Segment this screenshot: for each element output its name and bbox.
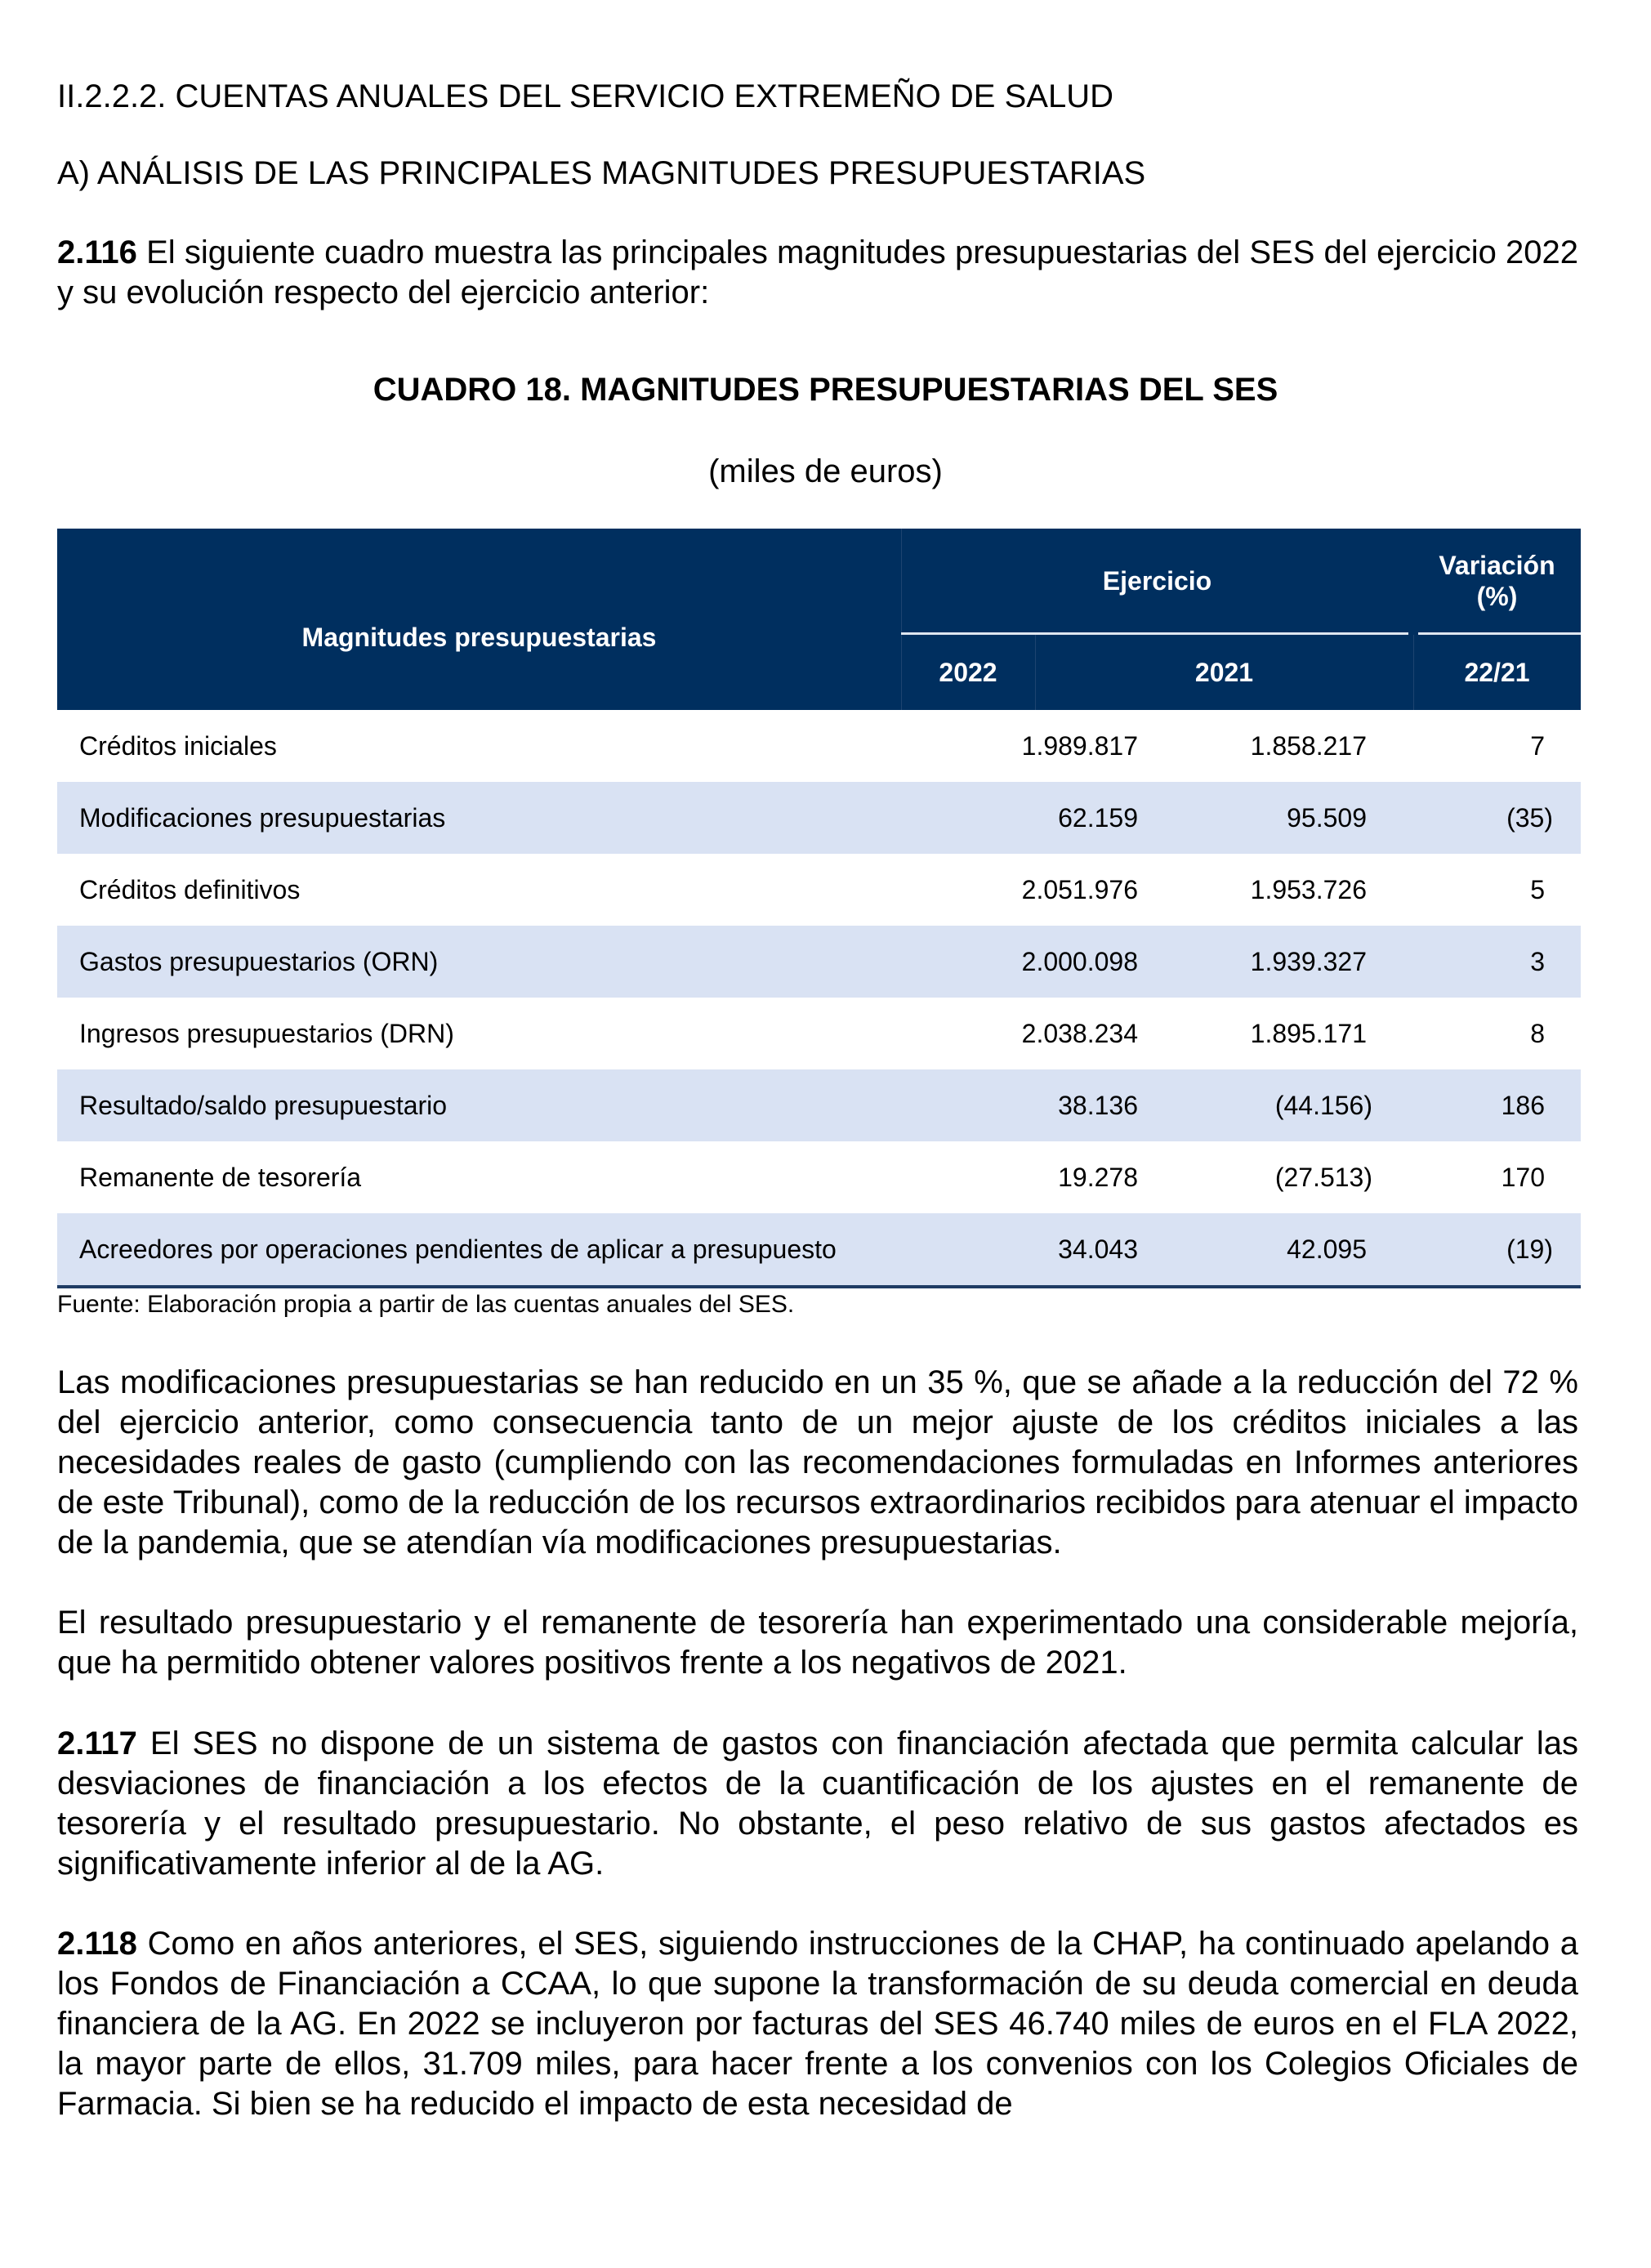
body-paragraph	[57, 1363, 1578, 1563]
row-label: Gastos presupuestarios (ORN)	[79, 946, 439, 976]
header-ratio: 22/21	[1464, 658, 1530, 687]
row-label: Resultado/saldo presupuestario	[79, 1090, 448, 1120]
table-row	[57, 710, 1581, 782]
table-row	[57, 926, 1581, 998]
value-variation: 8	[1530, 1018, 1545, 1048]
table-row	[57, 1213, 1581, 1285]
value-2022: 19.278	[1058, 1162, 1138, 1192]
value-2022: 38.136	[1058, 1090, 1138, 1120]
paragraph-text: Las modificaciones presupuestarias se han reducido en un 35 %, que se añade a la reducción del 72 % del ejercicio anterior, como consecuencia tanto de un mejor ajuste de los créditos iniciales a las necesidades reales de gasto (cumpliendo con las recomendaciones formuladas en Informes anteriores de este Tribunal), como de la reducción de los recursos extraordinarios recibidos para atenuar el impacto de la pandemia, que se atendían vía modificaciones presupuestarias.	[57, 1364, 1578, 1560]
header-2022: 2022	[939, 658, 997, 687]
table-source: Fuente: Elaboración propia a partir de las cuentas anuales del SES.	[57, 1291, 795, 1318]
value-variation: 5	[1530, 874, 1545, 904]
row-label: Acreedores por operaciones pendientes de aplicar a presupuesto	[79, 1234, 837, 1264]
table-header	[57, 529, 1581, 710]
table-row	[57, 854, 1581, 926]
header-2021: 2021	[1194, 658, 1254, 687]
value-2021: 95.509	[1287, 802, 1367, 833]
paragraph-text: Como en años anteriores, el SES, siguiendo instrucciones de la CHAP, ha continuado apelando a los Fondos de Financiación a CCAA, lo que supone la transformación de su deuda comercial en deuda financiera de la AG. En 2022 se incluyeron por facturas del SES 46.740 miles de euros en el FLA 2022, la mayor parte de ellos, 31.709 miles, para hacer frente a los convenios con los Colegios Oficiales de Farmacia. Si bien se ha reducido el impacto de esta necesidad de	[57, 1926, 1578, 2122]
value-2022: 62.159	[1058, 802, 1138, 833]
table-bottom-rule	[57, 1285, 1581, 1288]
body-paragraph	[57, 1603, 1578, 1683]
value-2022: 1.989.817	[1021, 730, 1138, 761]
value-2022: 2.038.234	[1021, 1018, 1138, 1048]
budget-table	[57, 529, 1581, 1288]
value-2021: 1.953.726	[1250, 874, 1367, 904]
value-variation: 186	[1501, 1090, 1545, 1120]
row-label: Modificaciones presupuestarias	[79, 802, 446, 833]
row-label: Créditos iniciales	[79, 730, 277, 761]
value-variation: 7	[1530, 730, 1545, 761]
value-2021: 1.895.171	[1250, 1018, 1367, 1048]
table-title: CUADRO 18. MAGNITUDES PRESUPUESTARIAS DEL SES	[373, 372, 1278, 408]
value-2021: (44.156)	[1274, 1090, 1372, 1120]
header-magnitudes: Magnitudes presupuestarias	[301, 623, 657, 652]
section-heading: II.2.2.2. CUENTAS ANUALES DEL SERVICIO EXTREMEÑO DE SALUD	[57, 78, 1113, 114]
paragraph-number: 2.117	[57, 1726, 137, 1761]
intro-paragraph	[57, 233, 1578, 313]
body-paragraph	[57, 1724, 1578, 1884]
row-label: Créditos definitivos	[79, 874, 301, 904]
value-2021: 42.095	[1287, 1234, 1367, 1264]
value-2021: 1.939.327	[1250, 946, 1367, 976]
value-2021: 1.858.217	[1250, 730, 1367, 761]
header-variacion: Variación (%)	[1439, 551, 1555, 611]
subsection-heading: A) ANÁLISIS DE LAS PRINCIPALES MAGNITUDES PRESUPUESTARIAS	[57, 155, 1146, 191]
body-paragraph	[57, 1924, 1578, 2124]
table-subtitle: (miles de euros)	[708, 453, 943, 489]
table-row	[57, 1141, 1581, 1213]
table-row	[57, 1069, 1581, 1141]
value-variation: (35)	[1506, 802, 1553, 833]
value-variation: (19)	[1506, 1234, 1553, 1264]
paragraph-number: 2.116	[57, 234, 137, 270]
row-label: Remanente de tesorería	[79, 1162, 362, 1192]
table-row	[57, 782, 1581, 854]
table-row	[57, 998, 1581, 1069]
paragraph-text: El SES no dispone de un sistema de gastos con financiación afectada que permita calcular las desviaciones de financiación a los efectos de la cuantificación de los ajustes en el remanente de tesorería y el resultado presupuestario. No obstante, el peso relativo de sus gastos afectados es significativamente inferior al de la AG.	[57, 1726, 1578, 1882]
header-ejercicio: Ejercicio	[1102, 566, 1212, 596]
value-2021: (27.513)	[1274, 1162, 1372, 1192]
value-variation: 3	[1530, 946, 1545, 976]
value-2022: 2.000.098	[1021, 946, 1138, 976]
paragraph-text: El resultado presupuestario y el remanente de tesorería han experimentado una considerable mejoría, que ha permitido obtener valores positivos frente a los negativos de 2021.	[57, 1605, 1578, 1681]
value-2022: 2.051.976	[1021, 874, 1138, 904]
value-2022: 34.043	[1058, 1234, 1138, 1264]
row-label: Ingresos presupuestarios (DRN)	[79, 1018, 454, 1048]
paragraph-number: 2.118	[57, 1926, 137, 1962]
value-variation: 170	[1501, 1162, 1545, 1192]
paragraph-text: El siguiente cuadro muestra las principales magnitudes presupuestarias del SES del ejercicio 2022 y su evolución respecto del ejercicio anterior:	[57, 234, 1578, 310]
